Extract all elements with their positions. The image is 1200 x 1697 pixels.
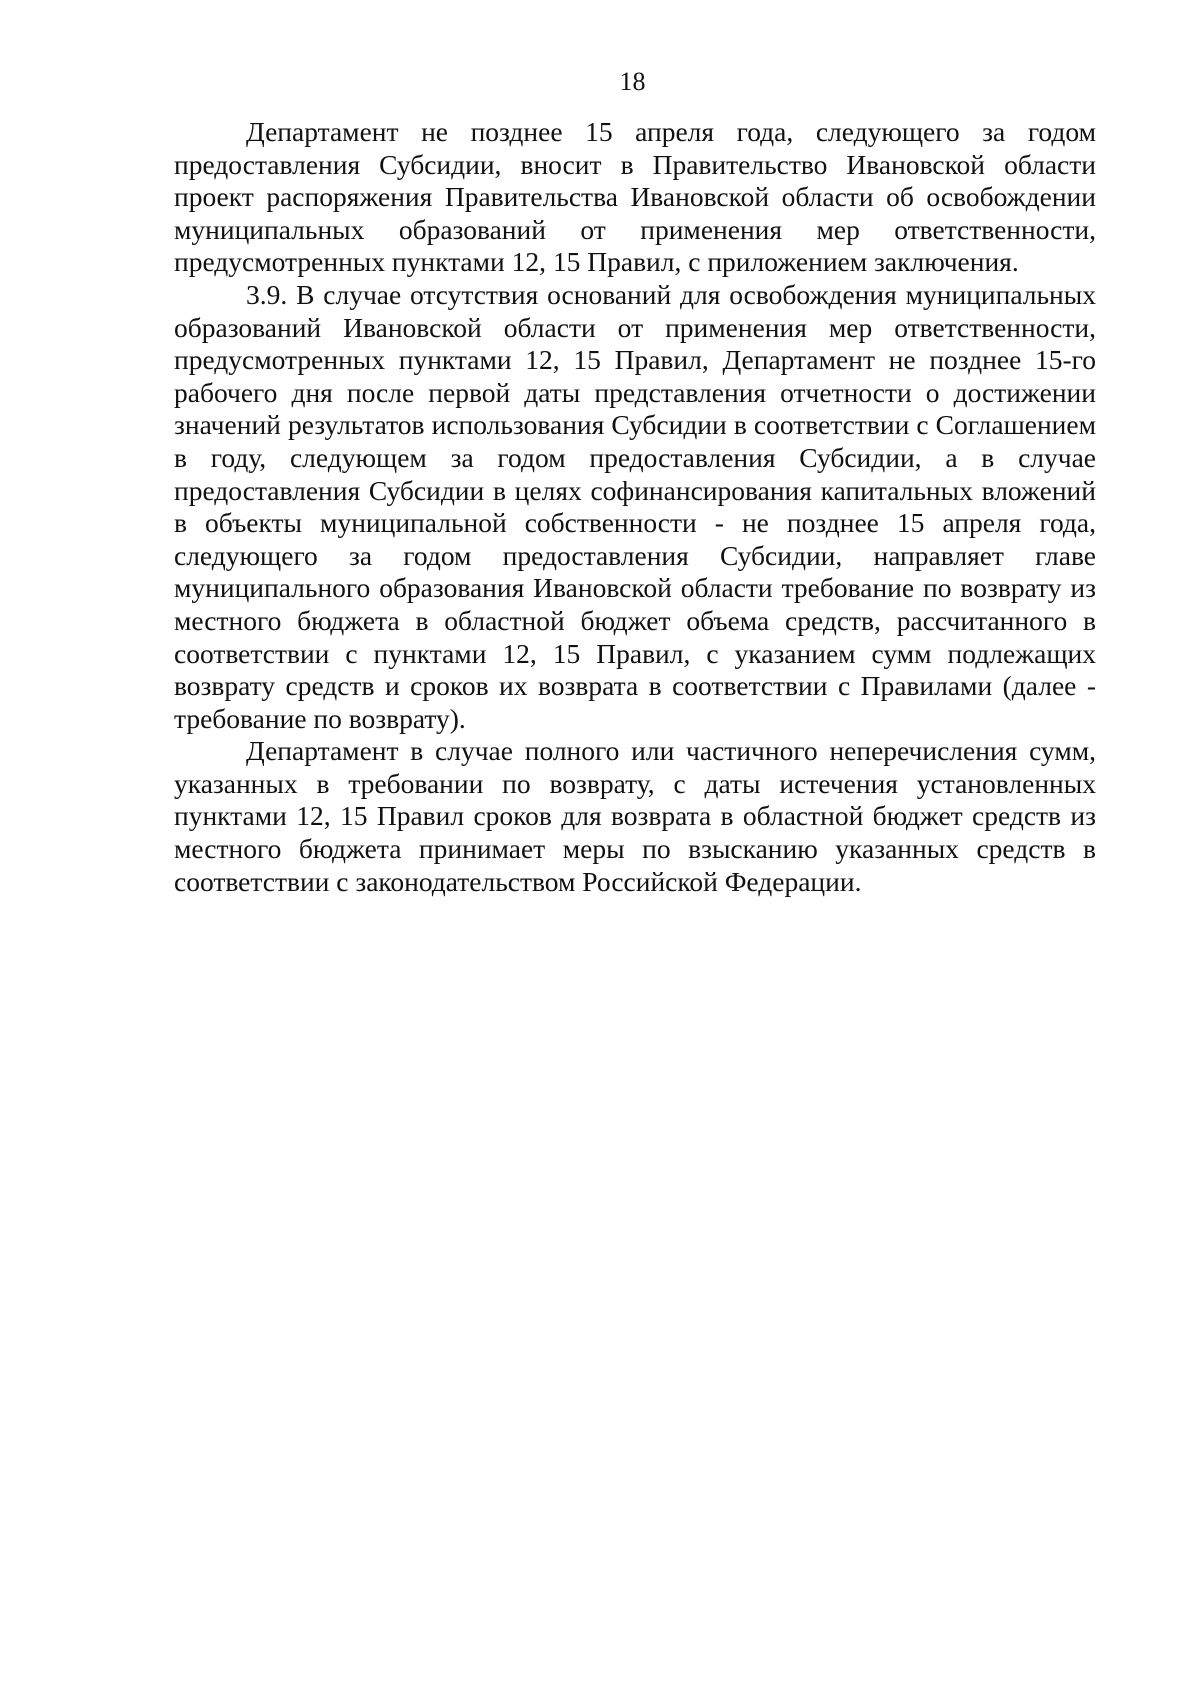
page-number: 18 — [619, 67, 646, 96]
document-body — [174, 116, 1096, 898]
paragraph-3-9-refund-requirement: 3.9. В случае отсутствия оснований для освобождения муниципальных образований Ивановской области от применения мер ответственности, предусмотренных пунктами 12, 15 Правил, Департамент не позднее 15-го рабочего дня после первой даты представления отчетности о достижении значений результатов использования Субсидии в соответствии с Соглашением в году, следующем за годом предоставления Субсидии, а в случае предоставления Субсидии в целях софинансирования капитальных вложений в объекты муниципальной собственности - не позднее 15 апреля года, следующего за годом предоставления Субсидии, направляет главе муниципального образования Ивановской области требование по возврату из местного бюджета в областной бюджет объема средств, рассчитанного в соответствии с пунктами 12, 15 Правил, с указанием сумм подлежащих возврату средств и сроков их возврата в соответствии с Правилами (далее - требование по возврату). — [174, 278, 1096, 734]
paragraph-recovery-measures: Департамент в случае полного или частичного неперечисления сумм, указанных в требовании по возврату, с даты истечения установленных пунктами 12, 15 Правил сроков для возврата в областной бюджет средств из местного бюджета принимает меры по взысканию указанных средств в соответствии с законодательством Российской Федерации. — [174, 735, 1096, 897]
paragraph-department-submission: Департамент не позднее 15 апреля года, следующего за годом предоставления Субсидии, вносит в Правительство Ивановской области проект распоряжения Правительства Ивановской области об освобождении муниципальных образований от применения мер ответственности, предусмотренных пунктами 12, 15 Правил, с приложением заключения. — [174, 116, 1096, 278]
